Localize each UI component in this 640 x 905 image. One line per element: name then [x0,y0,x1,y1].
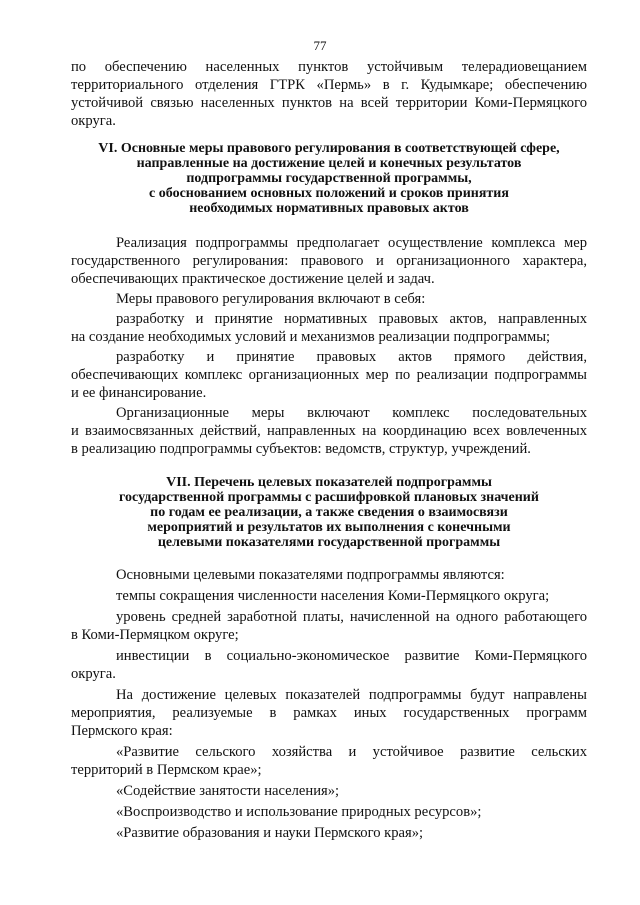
text-line: и ее финансирование. [71,385,207,401]
text-line: «Развитие сельского хозяйства и устойчивое развитие сельских [116,744,587,760]
heading-line: с обоснованием основных положений и сроков принятия [149,186,509,201]
text-line: «Воспроизводство и использование природных ресурсов»; [116,804,482,820]
heading-line: мероприятий и результатов их выполнения с конечными [147,520,511,535]
section-7-heading [71,475,587,550]
text-line: обеспечивающих практическое достижение целей и задач. [71,271,435,287]
text-line: обеспечивающих комплекс организационных мер по реализации подпрограммы [71,367,587,383]
text-line: «Развитие образования и науки Пермского края»; [116,825,424,841]
heading-line: целевыми показателями государственной программы [157,535,501,550]
heading-line: по годам ее реализации, а также сведения о взаимосвязи [150,505,508,520]
heading-line: направленные на достижение целей и конечных результатов [136,156,522,171]
heading-line: необходимых нормативных правовых актов [189,201,469,216]
heading-line: VII. Перечень целевых показателей подпрограммы [166,475,492,490]
text-line: мероприятия, реализуемые в рамках иных государственных программ [71,705,587,721]
text-line: разработку и принятие правовых актов прямого действия, [116,349,587,365]
text-line: на создание необходимых условий и механизмов реализации подпрограммы; [71,329,551,345]
section-7-body [71,566,587,842]
text-line: государственного регулирования: правового и организационного характера, [71,253,587,269]
intro-paragraph [71,58,587,130]
text-line: темпы сокращения численности населения Коми-Пермяцкого округа; [116,588,550,604]
page-number: 77 [313,38,327,53]
text-line: устойчивой связью населенных пунктов на всей территории Коми-Пермяцкого [71,95,587,111]
section-6-body [71,234,587,458]
text-line: территорий в Пермском крае»; [71,762,262,778]
text-line: округа. [71,113,116,129]
text-line: Пермского края: [71,723,173,739]
text-line: Организационные меры включают комплекс последовательных [116,405,587,421]
text-line: Меры правового регулирования включают в себя: [116,291,426,307]
text-line: и взаимосвязанных действий, направленных на координацию всех вовлеченных [71,423,587,439]
heading-line: государственной программы с расшифровкой плановых значений [119,490,539,505]
text-line: «Содействие занятости населения»; [116,783,340,799]
text-line: инвестиции в социально-экономическое развитие Коми-Пермяцкого [116,648,587,664]
text-line: территориального отделения ГТРК «Пермь» в г. Кудымкаре; обеспечению [71,77,587,93]
text-line: по обеспечению населенных пунктов устойчивым телерадиовещанием [71,59,587,75]
text-line: округа. [71,666,116,682]
text-line: в Коми-Пермяцком округе; [71,627,239,643]
text-line: Реализация подпрограммы предполагает осуществление комплекса мер [116,235,587,251]
heading-line: VI. Основные меры правового регулирования в соответствующей сфере, [98,141,560,156]
text-line: Основными целевыми показателями подпрограммы являются: [116,567,505,583]
text-line: уровень средней заработной платы, начисленной на одного работающего [116,609,587,625]
text-line: На достижение целевых показателей подпрограммы будут направлены [116,687,587,703]
text-line: в реализацию подпрограммы субъектов: ведомств, структур, учреждений. [71,441,531,457]
heading-line: подпрограммы государственной программы, [186,171,472,186]
section-6-heading [71,141,587,216]
text-line: разработку и принятие нормативных правовых актов, направленных [116,311,587,327]
